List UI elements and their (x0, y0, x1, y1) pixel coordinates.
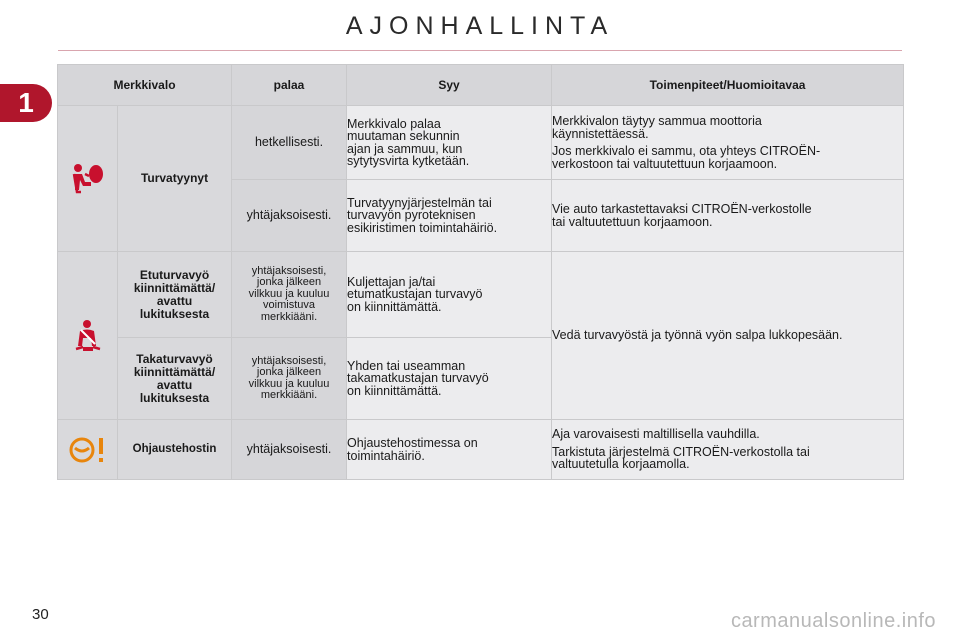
watermark: carmanualsonline.info (730, 610, 936, 632)
steering-cause (347, 420, 552, 480)
front-seatbelt-cause (347, 252, 552, 338)
airbag-action-1b: Jos merkkivalo ei sammu, ota yhteys CITROËN- verkostoon tai valtuutettuun korjaamoon. (552, 144, 821, 171)
front-seatbelt-when (232, 252, 347, 338)
rear-seatbelt-cause (347, 338, 552, 420)
steering-name: Ohjaustehostin (118, 420, 232, 480)
title-divider (58, 50, 902, 51)
airbag-when-2: yhtäjaksoisesti. (232, 180, 347, 252)
page-number: 30 (32, 606, 49, 623)
rear-seatbelt-cause-text: Yhden tai useamman takamatkustajan turvavyö on kiinnittämättä. (347, 358, 489, 398)
airbag-when-1: hetkellisesti. (232, 106, 347, 180)
airbag-action-2 (552, 180, 904, 252)
airbag-action-1 (552, 106, 904, 180)
header-syy: Syy (347, 65, 552, 106)
table-row (58, 420, 904, 480)
steering-cause-text: Ohjaustehostimessa on toimintahäiriö. (347, 436, 478, 463)
rear-seatbelt-name (118, 338, 232, 420)
steering-action-a: Aja varovaisesti maltillisella vauhdilla. (552, 427, 760, 442)
front-seatbelt-when-text: yhtäjaksoisesti, jonka jälkeen vilkkuu ja kuuluu voimistuva merkkiääni. (248, 264, 330, 323)
warning-lights-table (57, 64, 904, 480)
front-seatbelt-name-text: Etuturvavyö kiinnittämättä/ avattu lukituksesta (133, 267, 216, 321)
airbag-cause-2 (347, 180, 552, 252)
rear-seatbelt-when-text: yhtäjaksoisesti, jonka jälkeen vilkkuu ja kuuluu merkkiääni. (248, 354, 330, 401)
airbag-action-2-text: Vie auto tarkastettavaksi CITROËN-verkostolle tai valtuutettuun korjaamoon. (552, 202, 812, 229)
steering-action-b: Tarkistuta järjestelmä CITROËN-verkostolla tai valtuutetulla korjaamolla. (552, 444, 810, 472)
header-merkkivalo: Merkkivalo (58, 65, 232, 106)
airbag-name: Turvatyynyt (118, 106, 232, 252)
table-header-row (58, 65, 904, 106)
power-steering-warning-icon (68, 434, 108, 466)
steering-action (552, 420, 904, 480)
airbag-cause-1-text: Merkkivalo palaa muutaman sekunnin ajan ja sammuu, kun sytytysvirta kytketään. (347, 116, 470, 168)
airbag-cause-1 (347, 106, 552, 180)
front-seatbelt-cause-text: Kuljettajan ja/tai etumatkustajan turvavyö on kiinnittämättä. (347, 274, 483, 314)
front-seatbelt-name (118, 252, 232, 338)
steering-icon-cell (58, 420, 118, 480)
seatbelt-warning-icon (71, 318, 105, 354)
airbag-action-1a: Merkkivalon täytyy sammua moottoria käynnistettäessä. (552, 114, 762, 141)
header-toimenpiteet: Toimenpiteet/Huomioitavaa (552, 65, 904, 106)
table-row (58, 252, 904, 338)
seatbelt-action: Vedä turvavyöstä ja työnnä vyön salpa lukkopesään. (552, 252, 904, 420)
seatbelt-icon-cell (58, 252, 118, 420)
airbag-icon-cell (58, 106, 118, 252)
rear-seatbelt-name-text: Takaturvavyö kiinnittämättä/ avattu lukituksesta (133, 351, 216, 405)
rear-seatbelt-when (232, 338, 347, 420)
page-title: AJONHALLINTA (345, 12, 615, 40)
header-palaa: palaa (232, 65, 347, 106)
airbag-cause-2-text: Turvatyynyjärjestelmän tai turvavyön pyroteknisen esikiristimen toimintahäiriö. (347, 195, 498, 235)
steering-when: yhtäjaksoisesti. (232, 420, 347, 480)
airbag-warning-icon (69, 160, 107, 198)
chapter-tab: 1 (0, 84, 52, 122)
table-row (58, 106, 904, 180)
